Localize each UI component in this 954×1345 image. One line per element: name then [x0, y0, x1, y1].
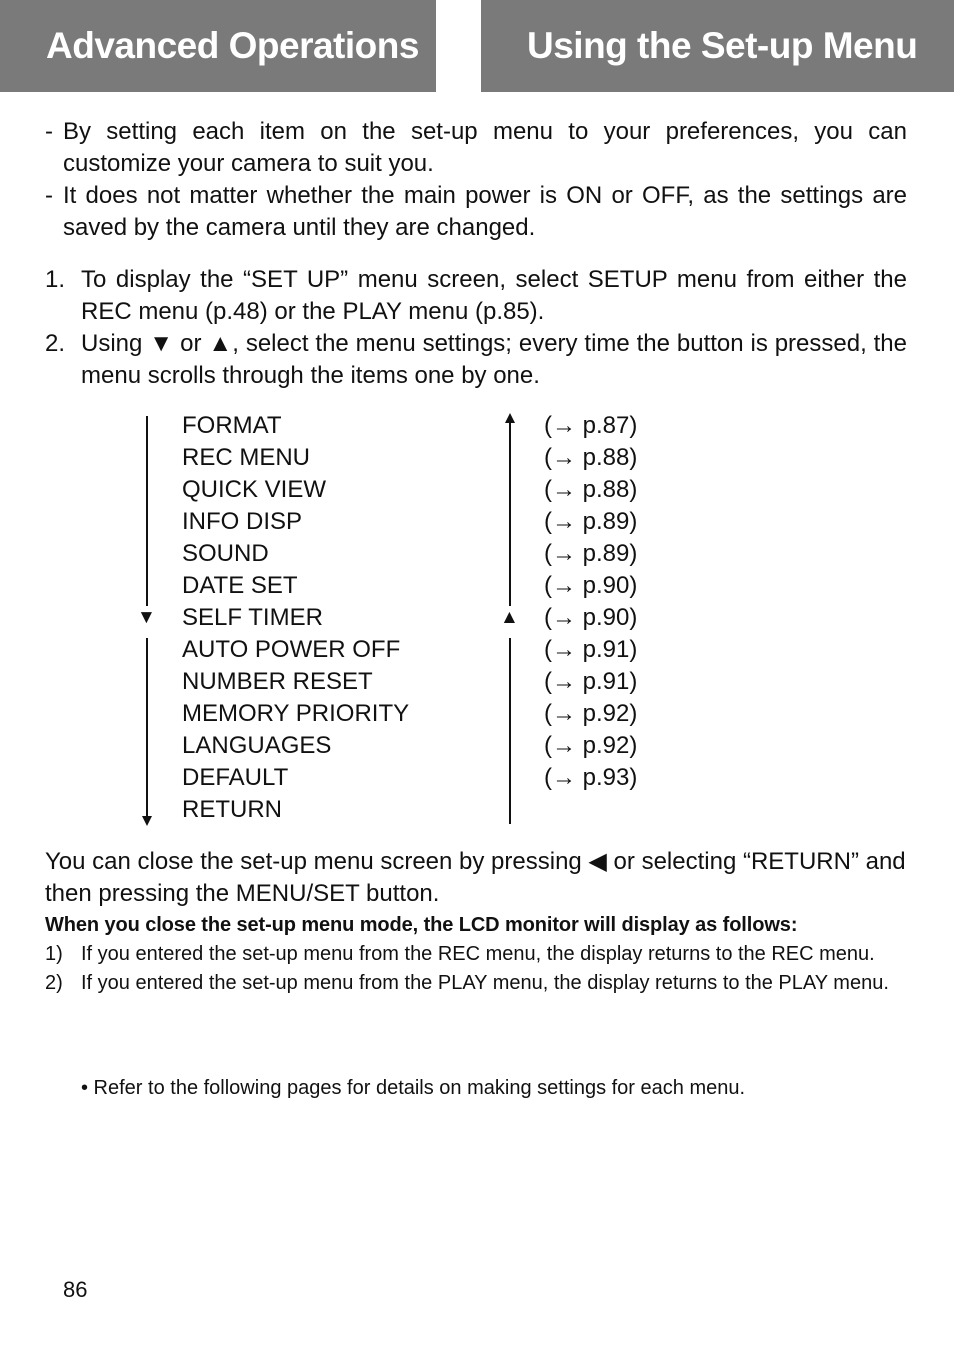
step-text: Using ▼ or ▲, select the menu settings; every time the button is pressed, the menu scrolls through the items one by one. [81, 330, 907, 389]
step-number: 1. [45, 266, 66, 293]
header-tab-setup-menu [481, 0, 954, 92]
page-ref: (→ p.89) [544, 540, 638, 567]
close-result-text: If you entered the set-up menu from the PLAY menu, the display returns to the PLAY menu. [81, 972, 889, 994]
menu-item-return: RETURN [182, 796, 282, 823]
menu-item-rec-menu: REC MENU [182, 444, 311, 471]
menu-item-info-disp: INFO DISP [182, 508, 303, 535]
intro-item [45, 116, 907, 180]
menu-item-self-timer: SELF TIMER [182, 604, 323, 631]
intro-dash: - [45, 118, 53, 145]
menu-item-sound: SOUND [182, 540, 269, 567]
closing-paragraph: You can close the set-up menu screen by pressing ◀ or selecting “RETURN” and then pressing the MENU/SET button. [45, 848, 906, 907]
page-ref: (→ p.92) [544, 732, 638, 759]
scroll-down-line-top [146, 416, 148, 606]
intro-list [45, 116, 907, 244]
intro-dash: - [45, 182, 53, 209]
menu-item-quick-view: QUICK VIEW [182, 476, 327, 503]
menu-item-number-reset: NUMBER RESET [182, 668, 373, 695]
scroll-up-line-top [509, 422, 511, 606]
page-ref: (→ p.90) [544, 572, 638, 599]
scroll-up-icon: ▲ [500, 607, 519, 628]
scroll-down-icon: ▼ [137, 607, 156, 628]
intro-text: By setting each item on the set-up menu to your preferences, you can customize your camera to suit you. [63, 118, 907, 177]
page-ref: (→ p.88) [544, 444, 638, 471]
page-number: 86 [63, 1277, 88, 1302]
menu-item-list [182, 410, 409, 826]
header-tab-advanced-operations [0, 0, 436, 92]
close-result-number: 1) [45, 943, 63, 965]
page-ref: (→ p.92) [544, 700, 638, 727]
page-ref: (→ p.91) [544, 668, 638, 695]
step-text: To display the “SET UP” menu screen, select SETUP menu from either the REC menu (p.48) or the PLAY menu (p.85). [81, 266, 907, 325]
header-left-title: Advanced Operations [46, 25, 419, 66]
menu-item-format: FORMAT [182, 412, 282, 439]
scroll-up-line-bottom [509, 638, 511, 824]
page-reference-list [544, 410, 637, 794]
bullet-note: • Refer to the following pages for details on making settings for each menu. [81, 1077, 746, 1099]
header-right-title: Using the Set-up Menu [527, 25, 918, 66]
steps-list [45, 264, 907, 392]
scroll-down-arrowhead-icon [140, 814, 154, 828]
menu-item-auto-power-off: AUTO POWER OFF [182, 636, 401, 663]
page-ref: (→ p.91) [544, 636, 638, 663]
step-number: 2. [45, 330, 66, 357]
page-ref: (→ p.89) [544, 508, 638, 535]
close-results-list [45, 940, 907, 998]
close-result-number: 2) [45, 972, 63, 994]
page-ref: (→ p.90) [544, 604, 638, 631]
scroll-down-line-bottom [146, 638, 148, 818]
menu-item-languages: LANGUAGES [182, 732, 332, 759]
page-ref: (→ p.93) [544, 764, 638, 791]
close-result-item [45, 969, 907, 998]
lcd-display-note: When you close the set-up menu mode, the LCD monitor will display as follows: [45, 914, 798, 936]
close-result-item [45, 940, 907, 969]
step-item [45, 264, 907, 328]
menu-item-memory-priority: MEMORY PRIORITY [182, 700, 410, 727]
close-result-text: If you entered the set-up menu from the REC menu, the display returns to the REC menu. [81, 943, 875, 965]
intro-text: It does not matter whether the main power is ON or OFF, as the settings are saved by the camera until they are changed. [63, 182, 907, 241]
intro-item [45, 180, 907, 244]
page-ref: (→ p.87) [544, 412, 638, 439]
menu-item-date-set: DATE SET [182, 572, 298, 599]
page-ref: (→ p.88) [544, 476, 638, 503]
menu-item-default: DEFAULT [182, 764, 289, 791]
step-item [45, 328, 907, 392]
